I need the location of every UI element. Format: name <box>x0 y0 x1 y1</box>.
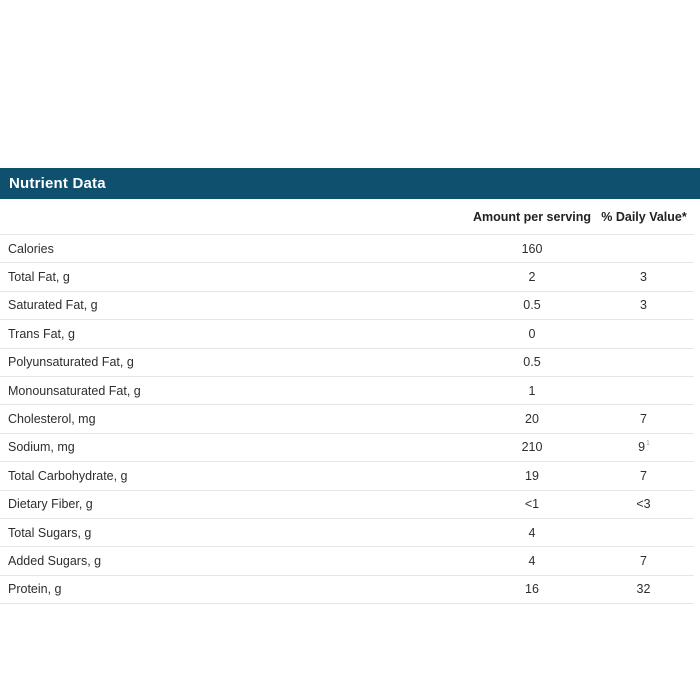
top-whitespace <box>0 0 700 168</box>
row-dv: 32 <box>636 582 651 597</box>
row-amount: 0.5 <box>523 355 541 370</box>
row-dv: <3 <box>636 497 651 512</box>
section-title: Nutrient Data <box>9 175 106 192</box>
row-amount: 20 <box>525 412 539 427</box>
row-label: Total Carbohydrate, g <box>8 468 128 483</box>
row-dv: 7 <box>640 553 647 568</box>
nutrient-data-header-bar <box>0 168 700 199</box>
row-label: Total Fat, g <box>8 270 70 285</box>
table-row <box>0 405 694 433</box>
row-label: Trans Fat, g <box>8 326 75 341</box>
row-amount: 0.5 <box>523 298 541 313</box>
row-dv: 3 <box>640 270 647 285</box>
row-amount: 19 <box>525 468 539 483</box>
row-dv: 7 <box>640 412 647 427</box>
row-dv: 9 <box>638 440 646 455</box>
row-amount: <1 <box>524 497 540 512</box>
table-row <box>0 349 694 377</box>
row-amount: 2 <box>528 270 536 285</box>
header-percent-daily-value: % Daily Value* <box>601 209 687 224</box>
table-row <box>0 576 694 604</box>
row-amount: 160 <box>521 241 543 256</box>
row-amount: 16 <box>525 582 539 597</box>
row-amount: 0 <box>528 326 536 341</box>
row-label: Cholesterol, mg <box>8 412 96 427</box>
row-label: Monounsaturated Fat, g <box>8 383 141 398</box>
row-amount: 210 <box>521 440 543 455</box>
row-dv: 3 <box>640 298 647 313</box>
row-dv-footnote-mark: 1 <box>646 440 650 448</box>
table-row <box>0 434 694 462</box>
row-label: Sodium, mg <box>8 440 75 455</box>
row-dv: 7 <box>640 468 647 483</box>
row-amount: 4 <box>528 553 536 568</box>
nutrient-table-body <box>0 235 694 604</box>
row-label: Protein, g <box>8 582 62 597</box>
row-label: Dietary Fiber, g <box>8 497 93 512</box>
table-row <box>0 263 694 291</box>
table-row <box>0 320 694 348</box>
table-row <box>0 547 694 575</box>
nutrient-table-header-row <box>0 199 694 235</box>
table-row <box>0 377 694 405</box>
table-row <box>0 491 694 519</box>
row-label: Added Sugars, g <box>8 553 102 568</box>
header-amount-per-serving: Amount per serving <box>472 209 592 224</box>
row-label: Calories <box>8 241 54 256</box>
table-row <box>0 235 694 263</box>
row-amount: 1 <box>528 383 536 398</box>
table-row <box>0 292 694 320</box>
row-label: Polyunsaturated Fat, g <box>8 355 134 370</box>
row-label: Saturated Fat, g <box>8 298 98 313</box>
table-row <box>0 462 694 490</box>
nutrient-table <box>0 199 700 604</box>
row-amount: 4 <box>528 525 536 540</box>
row-label: Total Sugars, g <box>8 525 92 540</box>
table-row <box>0 519 694 547</box>
